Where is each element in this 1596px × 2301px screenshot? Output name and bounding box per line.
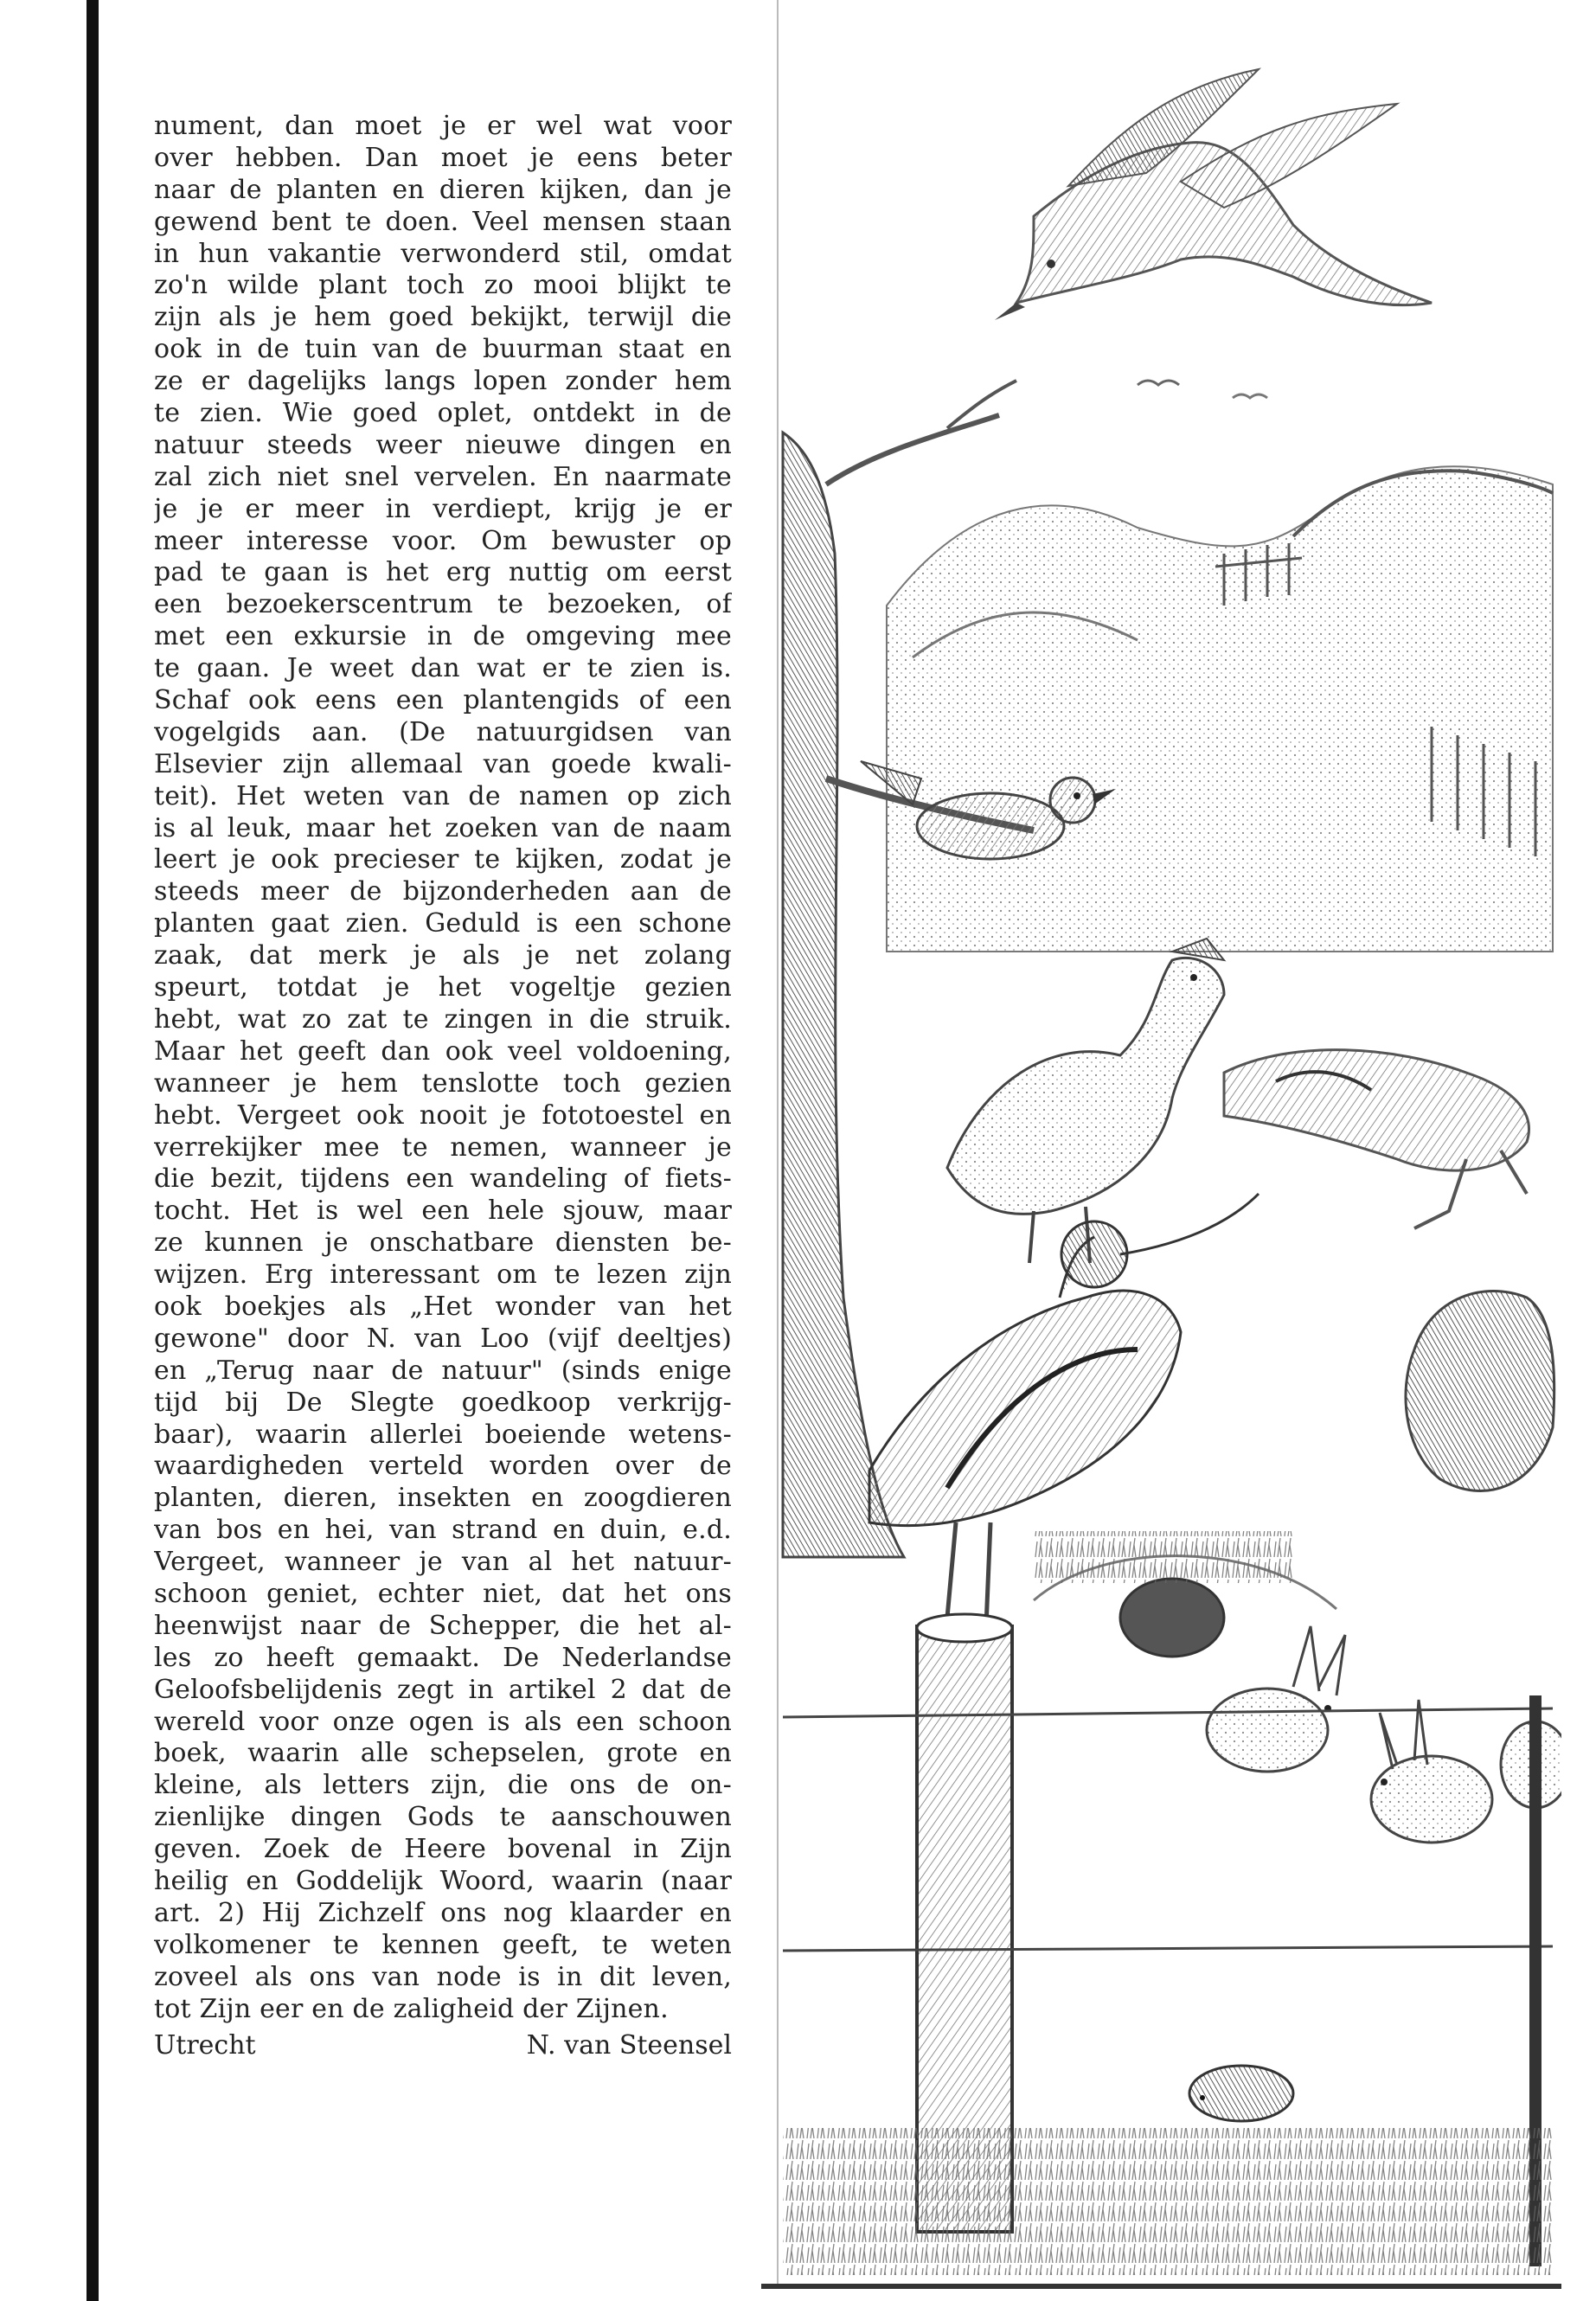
- article-line: van bos en hei, van strand en duin, e.d.: [154, 1515, 732, 1546]
- article-line: wanneer je hem tenslotte toch gezien: [154, 1067, 732, 1099]
- grouse-drawing: [947, 939, 1224, 1263]
- article-line: teit). Het weten van de namen op zich: [154, 780, 732, 811]
- article-line: Geloofsbelijdenis zegt in artikel 2 dat de: [154, 1674, 732, 1705]
- article-line: Schaf ook eens een plantengids of een: [154, 685, 732, 716]
- article-line: wereld voor onze ogen is als een schoon: [154, 1706, 732, 1737]
- article-line: ze kunnen je onschatbare diensten be-: [154, 1227, 732, 1259]
- hedgehog-drawing: [1189, 2066, 1293, 2121]
- dune-landscape-drawing: [887, 466, 1553, 952]
- article-line: te zien. Wie goed oplet, ontdekt in de: [154, 398, 732, 429]
- article-line: volkomener te kennen geeft, te weten: [154, 1929, 732, 1960]
- article-line: tocht. Het is wel een hele sjouw, maar: [154, 1195, 732, 1227]
- article-line: tot Zijn eer en de zaligheid der Zijnen.: [154, 1993, 669, 2024]
- article-line: ze er dagelijks langs lopen zonder hem: [154, 366, 732, 397]
- article-line: nument, dan moet je er wel wat voor: [154, 111, 732, 141]
- article-line: je je er meer in verdiept, krijg je er: [154, 493, 732, 524]
- nature-illustration: [774, 0, 1561, 2284]
- rabbit-drawing: [1207, 1626, 1345, 1772]
- article-line: tijd bij De Slegte goedkoop verkrijg-: [154, 1387, 732, 1418]
- article-line: kleine, als letters zijn, die ons de on-: [154, 1770, 732, 1801]
- small-bird-drawing: [1138, 381, 1179, 385]
- article-line: zoveel als ons van node is in dit leven,: [154, 1961, 732, 1992]
- article-line: geven. Zoek de Heere bovenal in Zijn: [154, 1834, 732, 1865]
- article-signature: [154, 2029, 732, 2063]
- article-line: meer interesse voor. Om bewuster op: [154, 525, 732, 556]
- article-line: ook boekjes als „Het wonder van het: [154, 1291, 732, 1322]
- article-line: hebt. Vergeet ook nooit je fototoestel en: [154, 1099, 732, 1131]
- article-line: leert je ook precieser te kijken, zodat je: [154, 844, 732, 875]
- article-line: heenwijst naar de Schepper, die het al-: [154, 1610, 732, 1641]
- article-line: Vergeet, wanneer je van al het natuur-: [154, 1547, 732, 1578]
- article-line: en „Terug naar de natuur" (sinds enige: [154, 1355, 732, 1386]
- article-line: les zo heeft gemaakt. De Nederlandse: [154, 1642, 732, 1673]
- article-body: [154, 111, 732, 2025]
- article-line: zal zich niet snel vervelen. En naarmate: [154, 461, 732, 492]
- article-line: planten gaat zien. Geduld is een schone: [154, 908, 732, 939]
- article-line: te gaan. Je weet dan wat er te zien is.: [154, 653, 732, 684]
- article-line: Elsevier zijn allemaal van goede kwali-: [154, 748, 732, 779]
- article-line: gewone" door N. van Loo (vijf deeltjes): [154, 1323, 732, 1354]
- article-line: ook in de tuin van de buurman staat en: [154, 334, 732, 365]
- article-line: pad te gaan is het erg nuttig om eerst: [154, 557, 732, 588]
- article-line: planten, dieren, insekten en zoogdieren: [154, 1483, 732, 1514]
- bush-drawing: [1406, 1292, 1554, 1491]
- article-line: zijn als je hem goed bekijkt, terwijl die: [154, 302, 732, 333]
- article-line: vogelgids aan. (De natuurgidsen van: [154, 716, 732, 747]
- rabbit-drawing: [1371, 1700, 1492, 1843]
- page-left-edge-rule: [87, 0, 99, 2301]
- article-line: een bezoekerscentrum te bezoeken, of: [154, 589, 732, 620]
- article-line: schoon geniet, echter niet, dat het ons: [154, 1578, 732, 1609]
- article-line: speurt, totdat je het vogeltje gezien: [154, 972, 732, 1003]
- article-line: waardigheden verteld worden over de: [154, 1451, 732, 1482]
- signature-place: Utrecht: [154, 2030, 256, 2061]
- article-line: naar de planten en dieren kijken, dan je: [154, 174, 732, 205]
- article-line: in hun vakantie verwonderd stil, omdat: [154, 238, 732, 269]
- article-line: wijzen. Erg interessant om te lezen zijn: [154, 1259, 732, 1291]
- article-line: over hebben. Dan moet je eens beter: [154, 142, 732, 173]
- pencil-drawing: [774, 0, 1561, 2284]
- article-line: die bezit, tijdens een wandeling of fiets-: [154, 1163, 732, 1195]
- bottom-edge-rule: [761, 2284, 1561, 2289]
- article-line: steeds meer de bijzonderheden aan de: [154, 876, 732, 907]
- article-line: met een exkursie in de omgeving mee: [154, 621, 732, 652]
- midground-grass-drawing: [1034, 1531, 1293, 1583]
- article-line: verrekijker mee te nemen, wanneer je: [154, 1131, 732, 1163]
- article-line: heilig en Goddelijk Woord, waarin (naar: [154, 1865, 732, 1896]
- article-line: natuur steeds weer nieuwe dingen en: [154, 429, 732, 460]
- article-line: boek, waarin alle schepselen, grote en: [154, 1738, 732, 1769]
- article-line: baar), waarin allerlei boeiende wetens-: [154, 1419, 732, 1450]
- article-line: hebt, wat zo zat te zingen in die struik.: [154, 1003, 732, 1035]
- flying-bird-large-drawing: [995, 69, 1432, 320]
- foreground-grass-drawing: [783, 2128, 1553, 2275]
- article-line: Maar het geeft dan ook veel voldoening,: [154, 1035, 732, 1067]
- article-line: art. 2) Hij Zichzelf ons nog klaarder en: [154, 1897, 732, 1928]
- signature-author: N. van Steensel: [526, 2030, 732, 2061]
- leaping-animal-drawing: [1224, 1050, 1529, 1228]
- article-line: zienlijke dingen Gods te aanschouwen: [154, 1802, 732, 1833]
- small-bird-drawing: [1233, 394, 1267, 398]
- article-text-column: [154, 111, 732, 2063]
- article-line: zo'n wilde plant toch zo mooi blijkt te: [154, 270, 732, 301]
- article-line: is al leuk, maar het zoeken van de naam: [154, 812, 732, 843]
- article-line: zaak, dat merk je als je net zolang: [154, 940, 732, 971]
- article-line: gewend bent te doen. Veel mensen staan: [154, 206, 732, 237]
